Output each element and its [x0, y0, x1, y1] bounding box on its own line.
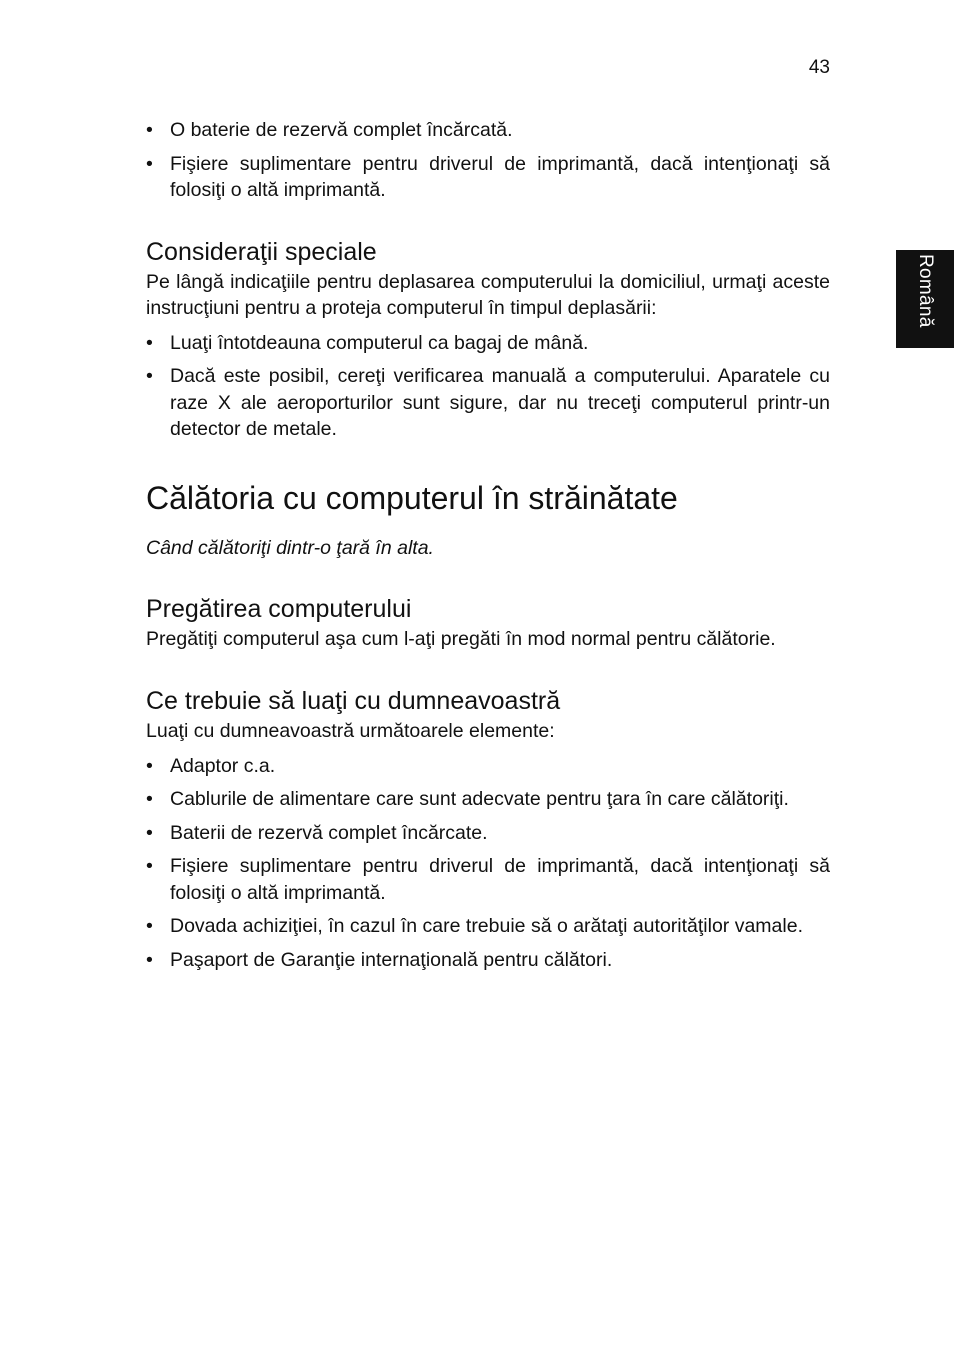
bullet-icon: • [146, 365, 153, 387]
list-item-text: Cablurile de alimentare care sunt adecvate pentru ţara în care călătoriţi. [170, 788, 789, 810]
what-to-bring-list [146, 753, 830, 974]
list-item [146, 786, 830, 813]
language-tab-label: Română [915, 254, 936, 328]
section-intro: Când călătoriţi dintr-o ţară în alta. [146, 536, 434, 559]
prepare-computer-heading: Pregătirea computerului [146, 594, 412, 623]
list-item [146, 947, 830, 974]
section-title: Călătoria cu computerul în străinătate [146, 479, 678, 516]
bullet-icon: • [146, 855, 153, 877]
list-item [146, 117, 830, 144]
what-to-bring-heading: Ce trebuie să luaţi cu dumneavoastră [146, 687, 561, 715]
special-bullet-list [146, 330, 830, 443]
list-item-text: Luaţi întotdeauna computerul ca bagaj de mână. [170, 331, 589, 354]
bullet-icon: • [146, 915, 153, 937]
list-item [146, 151, 830, 204]
list-item [146, 363, 830, 443]
list-item [146, 330, 830, 357]
bullet-icon: • [146, 788, 153, 810]
what-to-bring-paragraph: Luaţi cu dumneavoastră următoarele elemente: [146, 720, 555, 742]
top-bullet-list [146, 117, 830, 204]
list-item [146, 820, 830, 847]
list-item-text: O baterie de rezervă complet încărcată. [170, 119, 513, 141]
list-item-text: Adaptor c.a. [170, 754, 276, 777]
list-item [146, 753, 830, 780]
list-item-text: Paşaport de Garanţie internaţională pentru călători. [170, 948, 613, 971]
page-content [146, 117, 830, 980]
bullet-icon: • [146, 948, 153, 971]
list-item-text: Dovada achiziţiei, în cazul în care trebuie să o arătaţi autorităţilor vamale. [170, 915, 803, 937]
list-item [146, 913, 830, 940]
bullet-icon: • [146, 821, 153, 844]
special-considerations-paragraph: Pe lângă indicaţiile pentru deplasarea computerului la domiciliul, urmaţi aceste instrucţiuni pentru a proteja computerul în timpul deplasării: [146, 270, 830, 319]
page-number: 43 [808, 57, 830, 78]
prepare-computer-paragraph: Pregătiţi computerul aşa cum l-aţi pregăti în mod normal pentru călătorie. [146, 627, 776, 650]
bullet-icon: • [146, 152, 153, 175]
bullet-icon: • [146, 331, 153, 354]
list-item-text: Fişiere suplimentare pentru driverul de imprimantă, dacă intenţionaţi să folosiţi o altă imprimantă. [170, 152, 830, 201]
list-item [146, 853, 830, 906]
list-item-text: Dacă este posibil, cereţi verificarea manuală a computerului. Aparatele cu raze X ale aeroporturilor sunt sigure, dar nu treceţi computerul printr-un detector de metale. [170, 365, 830, 440]
bullet-icon: • [146, 754, 153, 777]
list-item-text: Baterii de rezervă complet încărcate. [170, 821, 488, 844]
language-tab [896, 250, 954, 348]
special-considerations-heading: Consideraţii speciale [146, 237, 377, 266]
list-item-text: Fişiere suplimentare pentru driverul de imprimantă, dacă intenţionaţi să folosiţi o altă imprimantă. [170, 855, 830, 904]
bullet-icon: • [146, 119, 153, 141]
